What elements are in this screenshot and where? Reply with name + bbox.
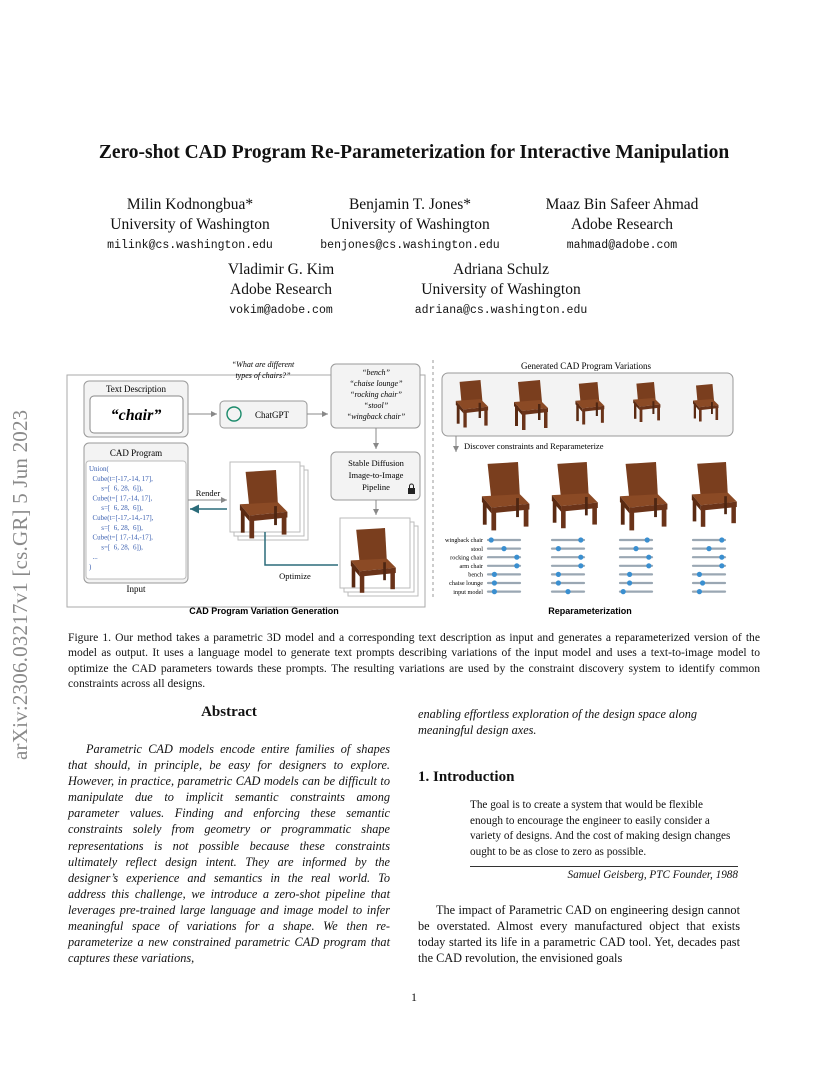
slider-knob [627, 572, 632, 577]
code-line: Union( [89, 465, 109, 473]
author-name: Benjamin T. Jones* [348, 196, 472, 213]
slider-knob [646, 563, 651, 568]
epigraph-quote: The goal is to create a system that would be flexible enough to encourage the engineer to easily consider a variety of designs. And the cost of making design changes ought to be as close to zero as possible. [470, 799, 731, 858]
slider-knob [633, 546, 638, 551]
author-affiliation: Adobe Research [571, 216, 673, 233]
author-affiliation: Adobe Research [230, 281, 332, 298]
slider-knob [627, 580, 632, 585]
slider-knob [719, 563, 724, 568]
slider-labels [445, 537, 484, 596]
parameter-sliders [488, 537, 725, 594]
author-block [300, 195, 520, 257]
input-label: Input [126, 584, 146, 594]
code-line: s=[ 6, 28, 6]), [89, 504, 143, 513]
slider-knob [578, 563, 583, 568]
slider-knob [578, 555, 583, 560]
author-block [80, 195, 300, 257]
author-affiliation: University of Washington [421, 281, 581, 298]
slider-label: arm chair [459, 563, 483, 570]
slider-knob [489, 537, 494, 542]
question-line-2: types of chairs?” [235, 371, 291, 380]
author-block [171, 260, 391, 322]
slider-knob [697, 572, 702, 577]
epigraph-attribution: Samuel Geisberg, PTC Founder, 1988 [567, 869, 738, 881]
slider-knob [700, 580, 705, 585]
author-affiliation: University of Washington [330, 216, 490, 233]
figure-caption: Figure 1. Our method takes a parametric 3D model and a corresponding text description as input and generates a reparameterized version of the model as output. It uses a language model to generate text prompts describing variations of the input model and uses a text-to-image model to optimize the CAD parameters towards these prompts. The resulting variations are used by the constraint discovery system to identify common constraints across all designs. [68, 631, 760, 690]
sd-line-3: Pipeline [362, 482, 390, 492]
slider-knob [621, 589, 626, 594]
left-section-label: CAD Program Variation Generation [189, 606, 339, 616]
slider-knob [556, 572, 561, 577]
code-line: s=[ 6, 28, 6]), [89, 484, 143, 493]
slider-knob [719, 555, 724, 560]
question-line-1: “What are different [231, 360, 295, 369]
author-email: vokim@adobe.com [229, 304, 333, 317]
slider-knob [719, 537, 724, 542]
prompt-line: “rocking chair” [350, 390, 402, 399]
code-line: Cube(t=[ 17,-14, 17], [89, 494, 153, 503]
author-name: Milin Kodnongbua* [126, 196, 254, 213]
right-section-label: Reparameterization [548, 606, 632, 616]
slider-label: chaise lounge [449, 580, 483, 588]
slider-knob [514, 555, 519, 560]
code-line: Cube(t=[-17,-14, 17], [89, 474, 153, 483]
slider-knob [556, 546, 561, 551]
code-line: s=[ 6, 28, 6]), [89, 523, 143, 532]
abstract-heading: Abstract [201, 704, 257, 720]
page-number: 1 [411, 990, 417, 1004]
prompt-line: “wingback chair” [346, 412, 406, 421]
slider-label: stool [470, 545, 483, 553]
slider-knob [578, 537, 583, 542]
slider-knob [492, 580, 497, 585]
paper-title: Zero-shot CAD Program Re-Parameterization for Interactive Manipulation [98, 142, 730, 163]
author-email: adriana@cs.washington.edu [414, 304, 588, 317]
cad-program-label: CAD Program [109, 448, 163, 458]
code-line: s=[ 6, 28, 6]), [89, 543, 143, 552]
epigraph-rule [470, 866, 738, 867]
arxiv-stamp: arXiv:2306.03217v1 [cs.GR] 5 Jun 2023 [8, 409, 32, 760]
introduction-text: The impact of Parametric CAD on engineering design cannot be overstated. Almost every manufactured object that exists today started its life in a parametric CAD tool. Yet, decades past the CAD revolution, the envisioned goals [418, 903, 740, 966]
render-label: Render [195, 488, 221, 498]
slider-knob [501, 546, 506, 551]
sd-line-2: Image-to-Image [348, 470, 404, 480]
abstract-continuation: enabling effortless exploration of the design space along meaningful design axes. [418, 707, 698, 738]
slider-knob [556, 580, 561, 585]
code-line: ... [89, 553, 98, 562]
slider-label: wingback chair [445, 537, 483, 545]
author-email: benjones@cs.washington.edu [320, 239, 500, 252]
slider-label: bench [468, 571, 483, 579]
slider-knob [492, 572, 497, 577]
chair-word: “chair” [110, 407, 162, 424]
slider-knob [697, 589, 702, 594]
slider-knob [706, 546, 711, 551]
author-block [376, 260, 626, 322]
prompt-line: “bench” [362, 368, 390, 377]
slider-label: rocking chair [450, 554, 483, 562]
sd-line-1: Stable Diffusion [348, 458, 404, 468]
slider-label: input model [453, 588, 483, 596]
text-description-label: Text Description [105, 384, 167, 394]
abstract-text: Parametric CAD models encode entire families of shapes that should, in principle, be easy for designers to explore. However, in practice, parametric CAD models can be difficult to manipulate due to implicit semantic constraints among parameter values. Finding and enforcing these semantic constraints solely from geometry or programmatic shape representations is not possible because these constraints ultimately reflect design intent. They are informed by the designer’s experience and semantics in the real world. To address this challenge, we introduce a zero-shot pipeline that leverages pre-trained large language and image model to infer meaningful space of variations for a shape. We then re-parameterize a new constrained parametric CAD program that captures these variations, [68, 742, 390, 966]
prompt-line: “stool” [363, 401, 389, 410]
slider-knob [492, 589, 497, 594]
slider-knob [514, 563, 519, 568]
optimize-label: Optimize [279, 571, 311, 581]
introduction-heading: 1. Introduction [418, 769, 515, 785]
code-line: Cube(t=[ 17,-14,-17], [89, 533, 153, 542]
prompt-line: “chaise lounge” [349, 379, 403, 388]
chatgpt-label: ChatGPT [254, 410, 290, 420]
discover-label: Discover constraints and Reparameterize [464, 441, 604, 451]
slider-knob [646, 555, 651, 560]
generated-label: Generated CAD Program Variations [520, 361, 652, 371]
code-line: ) [89, 563, 92, 571]
author-name: Maaz Bin Safeer Ahmad [545, 196, 699, 213]
author-name: Adriana Schulz [453, 261, 549, 278]
author-block [512, 195, 732, 257]
author-name: Vladimir G. Kim [227, 261, 335, 278]
author-email: milink@cs.washington.edu [107, 239, 273, 252]
figure-1 [0, 350, 828, 625]
lock-icon [408, 488, 415, 494]
slider-knob [645, 537, 650, 542]
code-line: Cube(t=[-17,-14,-17], [89, 514, 154, 522]
author-email: mahmad@adobe.com [566, 239, 678, 252]
author-affiliation: University of Washington [110, 216, 270, 233]
slider-knob [565, 589, 570, 594]
